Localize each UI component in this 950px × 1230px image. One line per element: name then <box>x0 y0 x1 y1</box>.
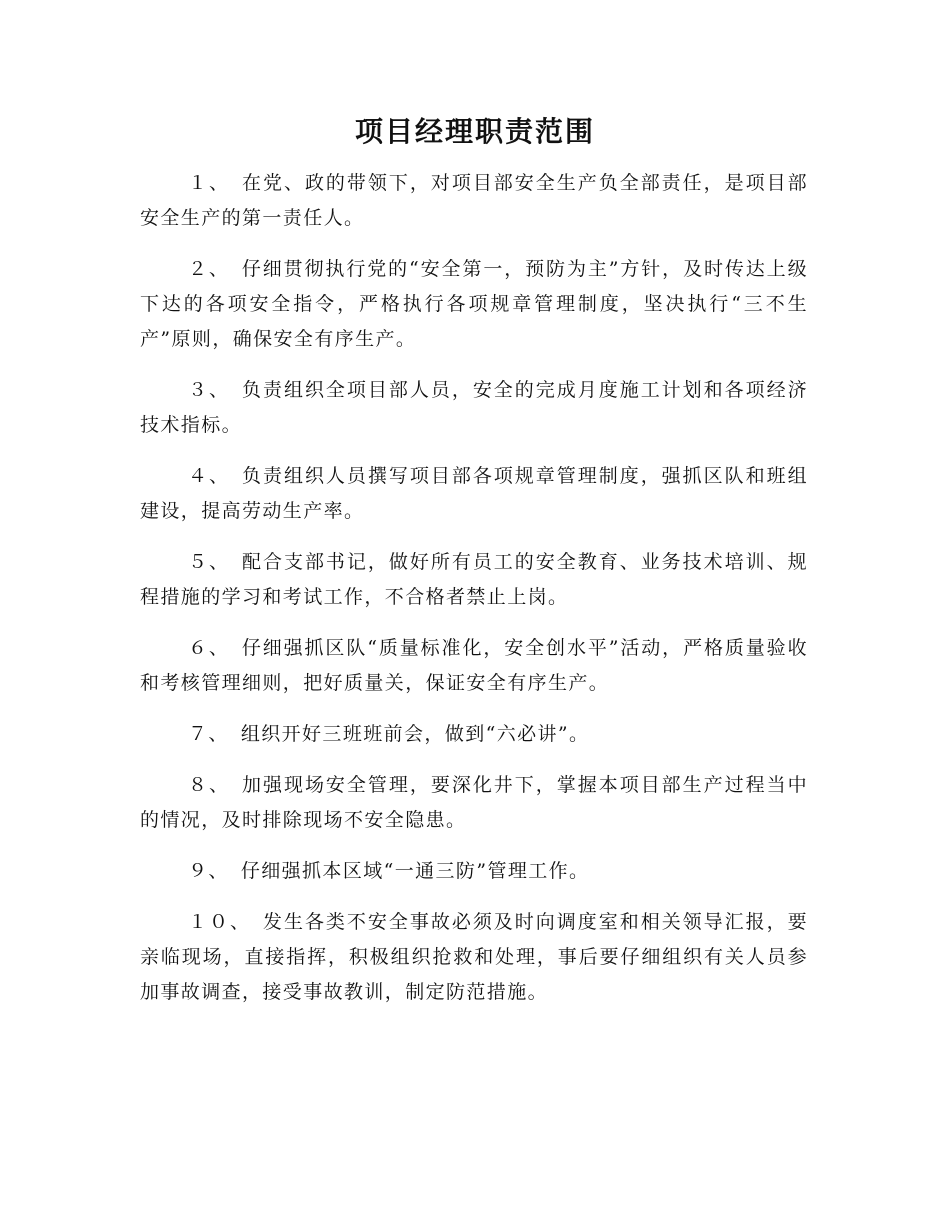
item-text: 配合支部书记，做好所有员工的安全教育、业务技术培训、规程措施的学习和考试工作，不合格者禁止上岗。 <box>140 551 808 608</box>
item-number: ７、 <box>188 723 229 745</box>
item-text: 加强现场安全管理，要深化井下，掌握本项目部生产过程当中的情况，及时排除现场不安全隐患。 <box>140 774 808 831</box>
item-text: 仔细贯彻执行党的“安全第一，预防为主”方针，及时传达上级下达的各项安全指令，严格执行各项规章管理制度，坚决执行“三不生产”原则，确保安全有序生产。 <box>140 258 808 350</box>
item-text: 仔细强抓本区域“一通三防”管理工作。 <box>240 860 590 882</box>
paragraph-9 <box>140 854 808 889</box>
item-text: 负责组织人员撰写项目部各项规章管理制度，强抓区队和班组建设，提高劳动生产率。 <box>140 465 808 522</box>
item-text: 发生各类不安全事故必须及时向调度室和相关领导汇报，要亲临现场，直接指挥，积极组织抢救和处理，事后要仔细组织有关人员参加事故调查，接受事故教训，制定防范措施。 <box>140 911 809 1003</box>
paragraph-3 <box>140 373 808 443</box>
item-text: 负责组织全项目部人员，安全的完成月度施工计划和各项经济技术指标。 <box>140 379 808 436</box>
item-text: 仔细强抓区队“质量标准化，安全创水平”活动，严格质量验收和考核管理细则，把好质量关，保证安全有序生产。 <box>140 637 808 694</box>
paragraph-10 <box>140 905 808 1010</box>
item-number: １、 <box>188 172 230 194</box>
item-number: ２、 <box>188 258 230 280</box>
paragraph-6 <box>140 631 808 701</box>
item-number: ６、 <box>188 637 230 659</box>
item-number: ８、 <box>188 774 230 796</box>
item-number: ５、 <box>188 551 230 573</box>
paragraph-7 <box>140 717 808 752</box>
item-number: ４、 <box>188 465 230 487</box>
item-text: 在党、政的带领下，对项目部安全生产负全部责任，是项目部安全生产的第一责任人。 <box>140 172 808 229</box>
item-text: 组织开好三班班前会，做到“六必讲”。 <box>240 723 590 745</box>
paragraph-8 <box>140 768 808 838</box>
paragraph-1 <box>140 166 808 236</box>
paragraph-5 <box>140 545 808 615</box>
paragraph-2 <box>140 252 808 357</box>
paragraph-4 <box>140 459 808 529</box>
document-body <box>140 166 808 1026</box>
item-number: １０、 <box>188 911 251 933</box>
item-number: ３、 <box>188 379 230 401</box>
item-number: ９、 <box>188 860 229 882</box>
document-title: 项目经理职责范围 <box>354 115 595 148</box>
